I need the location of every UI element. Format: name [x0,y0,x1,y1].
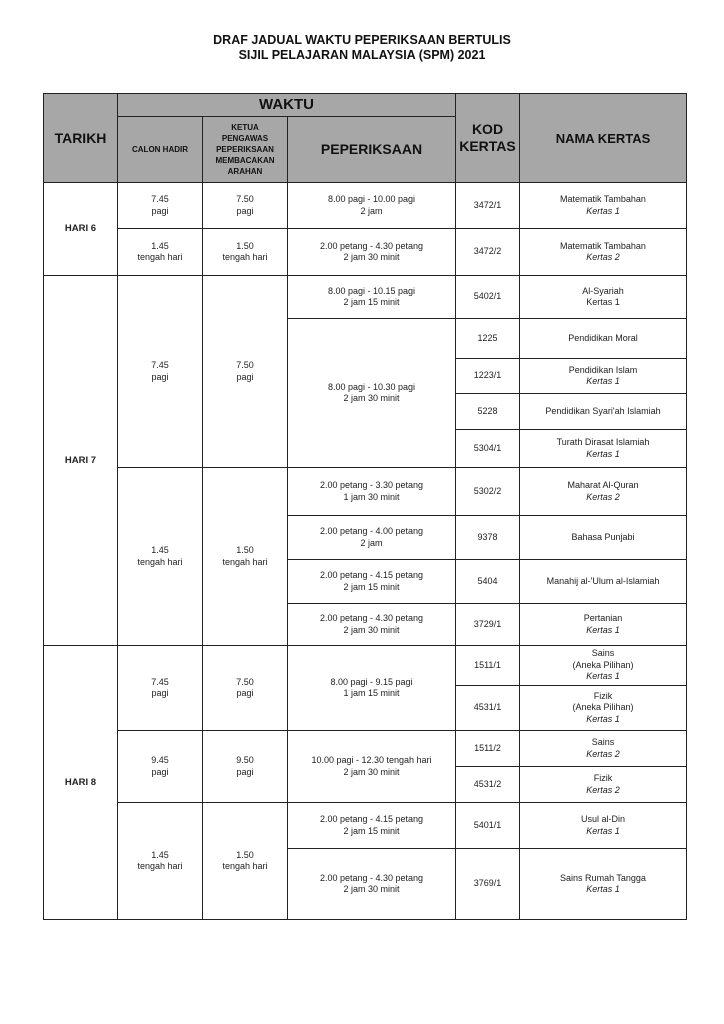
day-label: HARI 6 [44,183,118,276]
paper-name: Bahasa Punjabi [520,516,687,560]
paper-name: Sains (Aneka Pilihan) Kertas 1 [520,646,687,686]
exam-schedule-table [43,93,687,920]
paper-name: Matematik Tambahan Kertas 1 [520,183,687,229]
paper-code: 5228 [456,394,520,430]
header-waktu: WAKTU [118,94,456,117]
paper-code: 3729/1 [456,604,520,646]
table-row [44,276,687,319]
exam-time: 2.00 petang - 4.00 petang 2 jam [288,516,456,560]
exam-time: 8.00 pagi - 10.00 pagi 2 jam [288,183,456,229]
paper-name: Turath Dirasat Islamiah Kertas 1 [520,430,687,468]
header-kod-kertas: KOD KERTAS [456,94,520,183]
paper-name: Fizik Kertas 2 [520,767,687,803]
exam-time: 8.00 pagi - 10.30 pagi 2 jam 30 minit [288,319,456,468]
paper-code: 1511/2 [456,731,520,767]
paper-name: Usul al-Din Kertas 1 [520,803,687,849]
paper-name: Pendidikan Syari'ah Islamiah [520,394,687,430]
exam-time: 10.00 pagi - 12.30 tengah hari 2 jam 30 minit [288,731,456,803]
paper-code: 3472/1 [456,183,520,229]
paper-code: 3472/2 [456,229,520,276]
paper-code: 4531/2 [456,767,520,803]
paper-name: Matematik Tambahan Kertas 2 [520,229,687,276]
document-title: DRAF JADUAL WAKTU PEPERIKSAAN BERTULIS [213,33,511,47]
paper-code: 3769/1 [456,849,520,920]
paper-code: 5402/1 [456,276,520,319]
ketua-pengawas-time: 1.50 tengah hari [203,803,288,920]
paper-name: Al-Syariah Kertas 1 [520,276,687,319]
calon-hadir-time: 1.45 tengah hari [118,468,203,646]
paper-code: 5404 [456,560,520,604]
paper-name: Sains Kertas 2 [520,731,687,767]
day-label: HARI 8 [44,646,118,920]
paper-code: 1225 [456,319,520,359]
header-peperiksaan: PEPERIKSAAN [288,117,456,183]
exam-time: 2.00 petang - 3.30 petang 1 jam 30 minit [288,468,456,516]
ketua-pengawas-time: 7.50 pagi [203,276,288,468]
table-row [44,646,687,686]
paper-code: 5401/1 [456,803,520,849]
paper-name: Maharat Al-Quran Kertas 2 [520,468,687,516]
paper-code: 5302/2 [456,468,520,516]
ketua-pengawas-time: 9.50 pagi [203,731,288,803]
exam-time: 2.00 petang - 4.15 petang 2 jam 15 minit [288,560,456,604]
calon-hadir-time: 7.45 pagi [118,276,203,468]
table-row [44,229,687,276]
exam-time: 2.00 petang - 4.30 petang 2 jam 30 minit [288,849,456,920]
ketua-pengawas-time: 1.50 tengah hari [203,229,288,276]
ketua-pengawas-time: 7.50 pagi [203,646,288,731]
paper-code: 1511/1 [456,646,520,686]
table-row [44,803,687,849]
header-calon-hadir: CALON HADIR [118,117,203,183]
calon-hadir-time: 9.45 pagi [118,731,203,803]
header-tarikh: TARIKH [44,94,118,183]
exam-time: 8.00 pagi - 9.15 pagi 1 jam 15 minit [288,646,456,731]
ketua-pengawas-time: 7.50 pagi [203,183,288,229]
exam-time: 2.00 petang - 4.30 petang 2 jam 30 minit [288,604,456,646]
paper-code: 9378 [456,516,520,560]
paper-name: Pendidikan Moral [520,319,687,359]
paper-code: 1223/1 [456,359,520,394]
paper-name: Pendidikan Islam Kertas 1 [520,359,687,394]
document-subtitle: SIJIL PELAJARAN MALAYSIA (SPM) 2021 [238,48,486,62]
paper-name: Pertanian Kertas 1 [520,604,687,646]
paper-name: Fizik (Aneka Pilihan) Kertas 1 [520,686,687,731]
table-row [44,468,687,516]
exam-time: 2.00 petang - 4.30 petang 2 jam 30 minit [288,229,456,276]
exam-time: 8.00 pagi - 10.15 pagi 2 jam 15 minit [288,276,456,319]
calon-hadir-time: 7.45 pagi [118,183,203,229]
header-nama-kertas: NAMA KERTAS [520,94,687,183]
calon-hadir-time: 7.45 pagi [118,646,203,731]
paper-code: 4531/1 [456,686,520,731]
exam-time: 2.00 petang - 4.15 petang 2 jam 15 minit [288,803,456,849]
paper-name: Sains Rumah Tangga Kertas 1 [520,849,687,920]
calon-hadir-time: 1.45 tengah hari [118,803,203,920]
ketua-pengawas-time: 1.50 tengah hari [203,468,288,646]
paper-name: Manahij al-'Ulum al-Islamiah [520,560,687,604]
day-label: HARI 7 [44,276,118,646]
paper-code: 5304/1 [456,430,520,468]
table-row [44,183,687,229]
header-ketua-pengawas: KETUA PENGAWAS PEPERIKSAAN MEMBACAKAN ARAHAN [203,117,288,183]
table-row [44,731,687,767]
calon-hadir-time: 1.45 tengah hari [118,229,203,276]
